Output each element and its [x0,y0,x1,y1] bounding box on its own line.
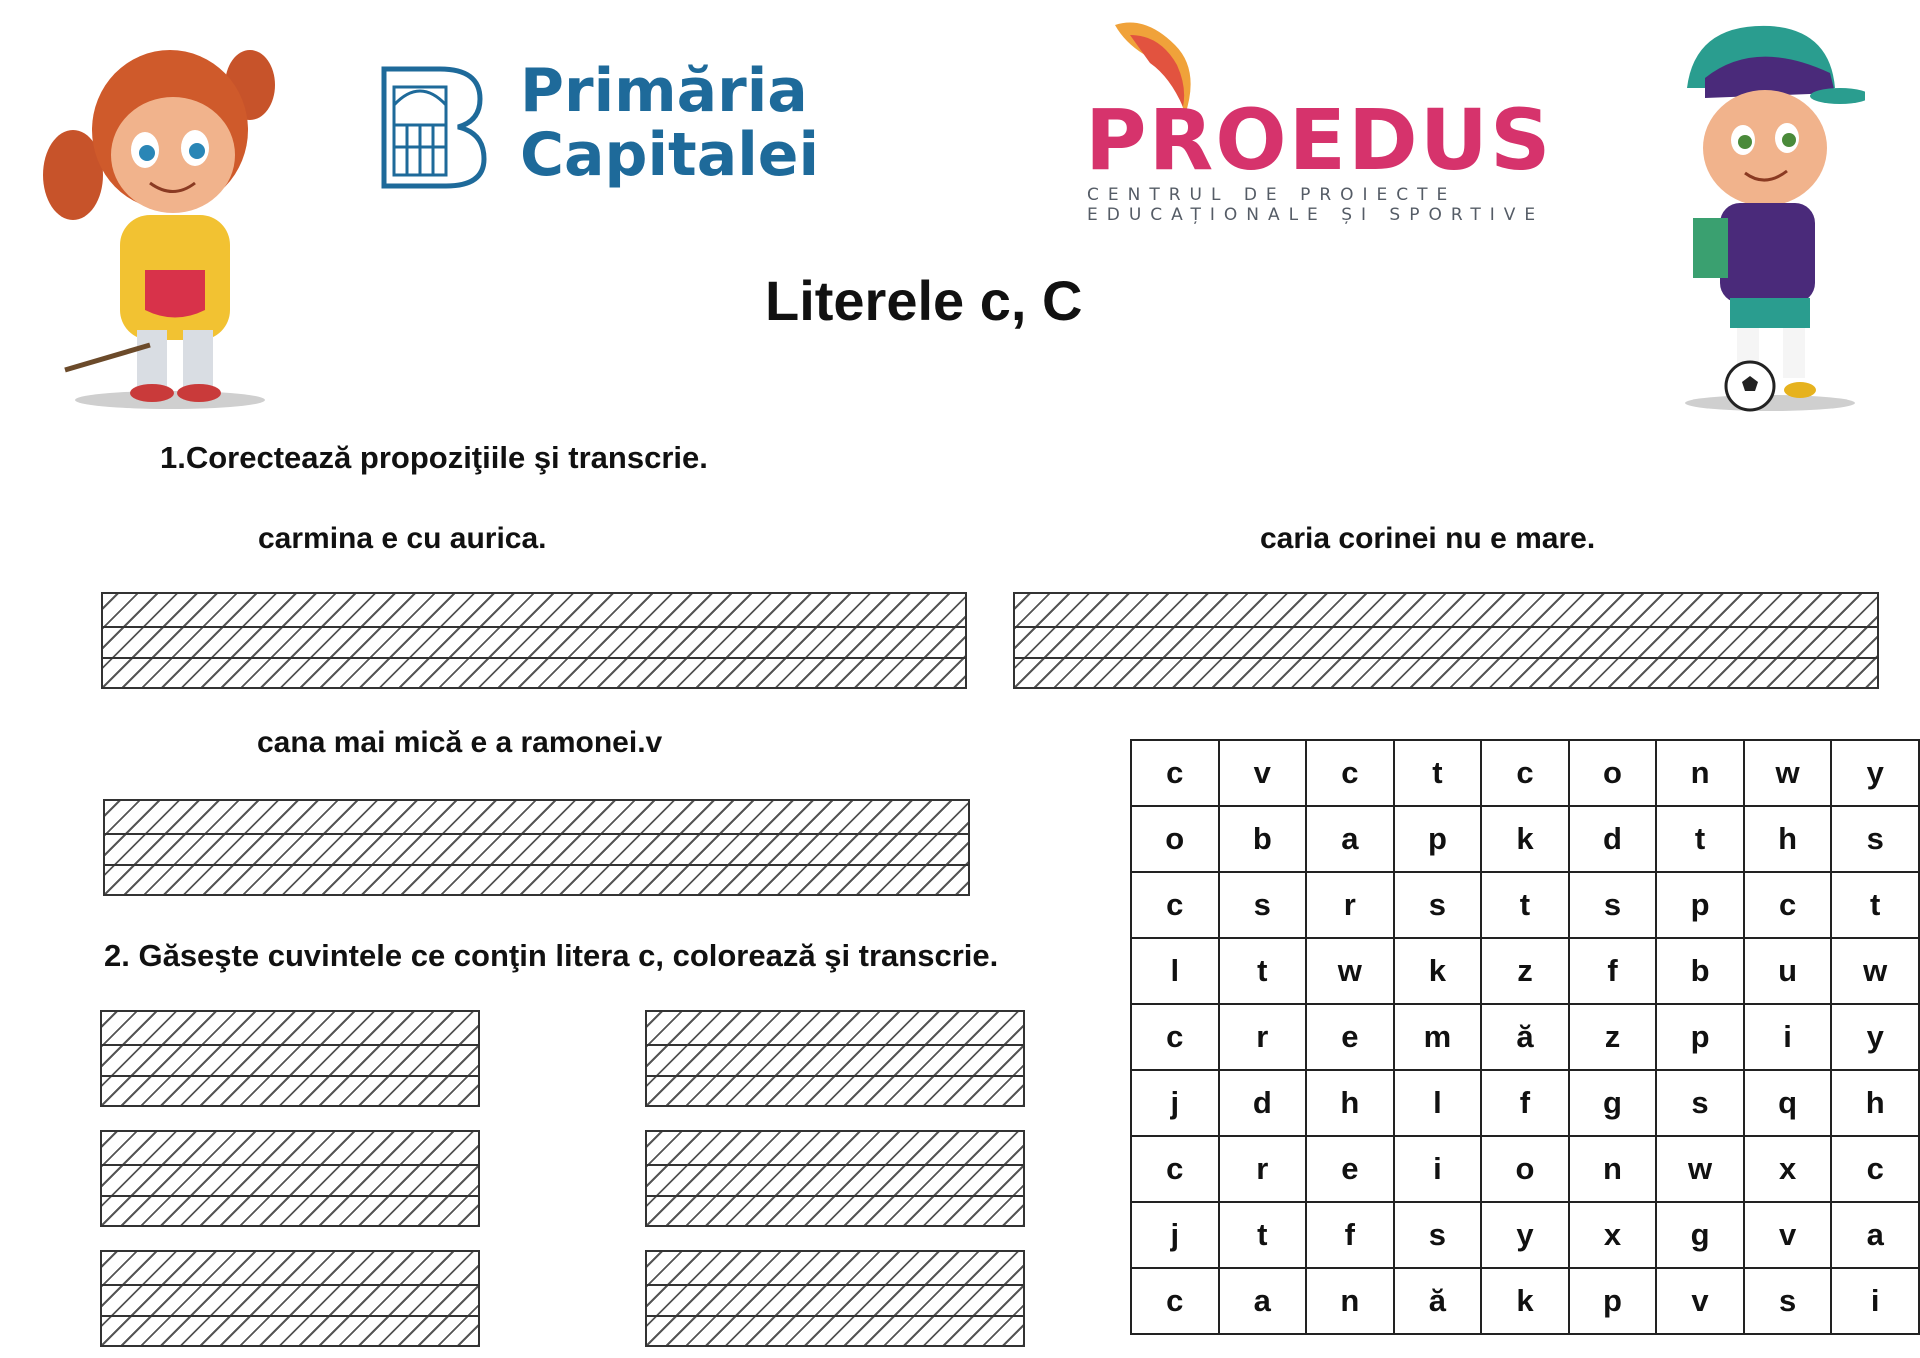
grid-cell[interactable]: s [1219,872,1307,938]
grid-cell[interactable]: o [1569,740,1657,806]
grid-cell[interactable]: t [1394,740,1482,806]
grid-cell[interactable]: h [1744,806,1832,872]
sentence-3: cana mai mică e a ramonei.v [257,726,663,759]
grid-cell[interactable]: c [1131,872,1219,938]
grid-cell[interactable]: n [1569,1136,1657,1202]
grid-cell[interactable]: p [1656,872,1744,938]
grid-row [1131,740,1919,806]
grid-cell[interactable]: v [1744,1202,1832,1268]
grid-cell[interactable]: p [1656,1004,1744,1070]
word-lines-2[interactable] [645,1010,1025,1107]
boy-illustration [1665,18,1865,413]
grid-cell[interactable]: s [1569,872,1657,938]
word-lines-6[interactable] [645,1250,1025,1347]
grid-cell[interactable]: t [1481,872,1569,938]
grid-cell[interactable]: y [1831,740,1919,806]
grid-cell[interactable]: w [1656,1136,1744,1202]
page-title: Literele c, C [765,269,1083,332]
grid-cell[interactable]: w [1831,938,1919,1004]
grid-cell[interactable]: x [1569,1202,1657,1268]
sentence-2: caria corinei nu e mare. [1260,522,1596,555]
grid-cell[interactable]: i [1394,1136,1482,1202]
grid-cell[interactable]: n [1306,1268,1394,1334]
letter-search-grid [1130,739,1920,1335]
grid-cell[interactable]: c [1131,1136,1219,1202]
primaria-line2: Capitalei [520,120,820,190]
grid-cell[interactable]: f [1481,1070,1569,1136]
word-lines-4[interactable] [645,1130,1025,1227]
grid-cell[interactable]: r [1219,1004,1307,1070]
proedus-logo [1085,15,1553,230]
primaria-emblem-icon [380,65,488,190]
grid-cell[interactable]: t [1656,806,1744,872]
proedus-subtitle-line1: CENTRUL DE PROIECTE [1087,185,1457,205]
task1-instruction: 1.Corectează propoziţiile şi transcrie. [160,440,708,475]
proedus-subtitle-line2: EDUCAȚIONALE ȘI SPORTIVE [1087,205,1545,225]
grid-cell[interactable]: i [1744,1004,1832,1070]
grid-cell[interactable]: j [1131,1070,1219,1136]
word-lines-3[interactable] [100,1130,480,1227]
grid-cell[interactable]: l [1394,1070,1482,1136]
grid-cell[interactable]: z [1481,938,1569,1004]
grid-cell[interactable]: m [1394,1004,1482,1070]
grid-cell[interactable]: n [1656,740,1744,806]
grid-row [1131,872,1919,938]
grid-cell[interactable]: g [1656,1202,1744,1268]
grid-cell[interactable]: y [1831,1004,1919,1070]
grid-cell[interactable]: d [1569,806,1657,872]
grid-row [1131,806,1919,872]
grid-cell[interactable]: b [1219,806,1307,872]
task2-instruction: 2. Găseşte cuvintele ce conţin litera c, colorează şi transcrie. [104,938,999,973]
grid-cell[interactable]: w [1306,938,1394,1004]
grid-row [1131,1202,1919,1268]
grid-cell[interactable]: j [1131,1202,1219,1268]
grid-cell[interactable]: r [1306,872,1394,938]
grid-cell[interactable]: o [1481,1136,1569,1202]
grid-cell[interactable]: k [1394,938,1482,1004]
grid-cell[interactable]: p [1569,1268,1657,1334]
grid-cell[interactable]: t [1219,938,1307,1004]
grid-cell[interactable]: k [1481,806,1569,872]
grid-cell[interactable]: x [1744,1136,1832,1202]
grid-cell[interactable]: t [1831,872,1919,938]
grid-cell[interactable]: h [1831,1070,1919,1136]
grid-cell[interactable]: e [1306,1136,1394,1202]
grid-cell[interactable]: a [1219,1268,1307,1334]
grid-row [1131,1268,1919,1334]
grid-cell[interactable]: f [1306,1202,1394,1268]
grid-cell[interactable]: s [1831,806,1919,872]
grid-cell[interactable]: y [1481,1202,1569,1268]
writing-lines-2[interactable] [1013,592,1879,689]
grid-row [1131,1004,1919,1070]
grid-cell[interactable]: s [1394,872,1482,938]
grid-cell[interactable]: s [1744,1268,1832,1334]
grid-cell[interactable]: p [1394,806,1482,872]
girl-illustration [25,25,280,410]
grid-cell[interactable]: i [1831,1268,1919,1334]
grid-cell[interactable]: c [1131,1004,1219,1070]
grid-cell[interactable]: c [1131,1268,1219,1334]
boy-icon [1665,18,1865,413]
grid-cell[interactable]: k [1481,1268,1569,1334]
grid-cell[interactable]: b [1656,938,1744,1004]
grid-cell[interactable]: u [1744,938,1832,1004]
word-lines-1[interactable] [100,1010,480,1107]
grid-cell[interactable]: c [1131,740,1219,806]
grid-cell[interactable]: w [1744,740,1832,806]
grid-cell[interactable]: g [1569,1070,1657,1136]
grid-cell[interactable]: c [1481,740,1569,806]
grid-cell[interactable]: h [1306,1070,1394,1136]
grid-cell[interactable]: d [1219,1070,1307,1136]
girl-icon [25,25,280,410]
grid-cell[interactable]: l [1131,938,1219,1004]
grid-cell[interactable]: r [1219,1136,1307,1202]
grid-cell[interactable]: c [1831,1136,1919,1202]
grid-cell[interactable]: q [1744,1070,1832,1136]
grid-cell[interactable]: a [1306,806,1394,872]
grid-row [1131,1136,1919,1202]
proedus-wordmark: PROEDUS [1085,91,1553,189]
grid-cell[interactable]: ă [1394,1268,1482,1334]
grid-cell[interactable]: c [1744,872,1832,938]
grid-cell[interactable]: v [1656,1268,1744,1334]
primaria-logo [380,56,840,200]
word-lines-5[interactable] [100,1250,480,1347]
grid-row [1131,1070,1919,1136]
writing-lines-1[interactable] [101,592,967,689]
grid-cell[interactable]: c [1306,740,1394,806]
grid-cell[interactable]: z [1569,1004,1657,1070]
grid-cell[interactable]: v [1219,740,1307,806]
grid-cell[interactable]: s [1656,1070,1744,1136]
writing-lines-3[interactable] [103,799,970,896]
grid-cell[interactable]: f [1569,938,1657,1004]
grid-cell[interactable]: t [1219,1202,1307,1268]
primaria-line1: Primăria [520,56,808,126]
grid-cell[interactable]: o [1131,806,1219,872]
grid-row [1131,938,1919,1004]
sentence-1: carmina e cu aurica. [258,522,547,555]
grid-cell[interactable]: ă [1481,1004,1569,1070]
grid-cell[interactable]: s [1394,1202,1482,1268]
grid-cell[interactable]: a [1831,1202,1919,1268]
grid-cell[interactable]: e [1306,1004,1394,1070]
